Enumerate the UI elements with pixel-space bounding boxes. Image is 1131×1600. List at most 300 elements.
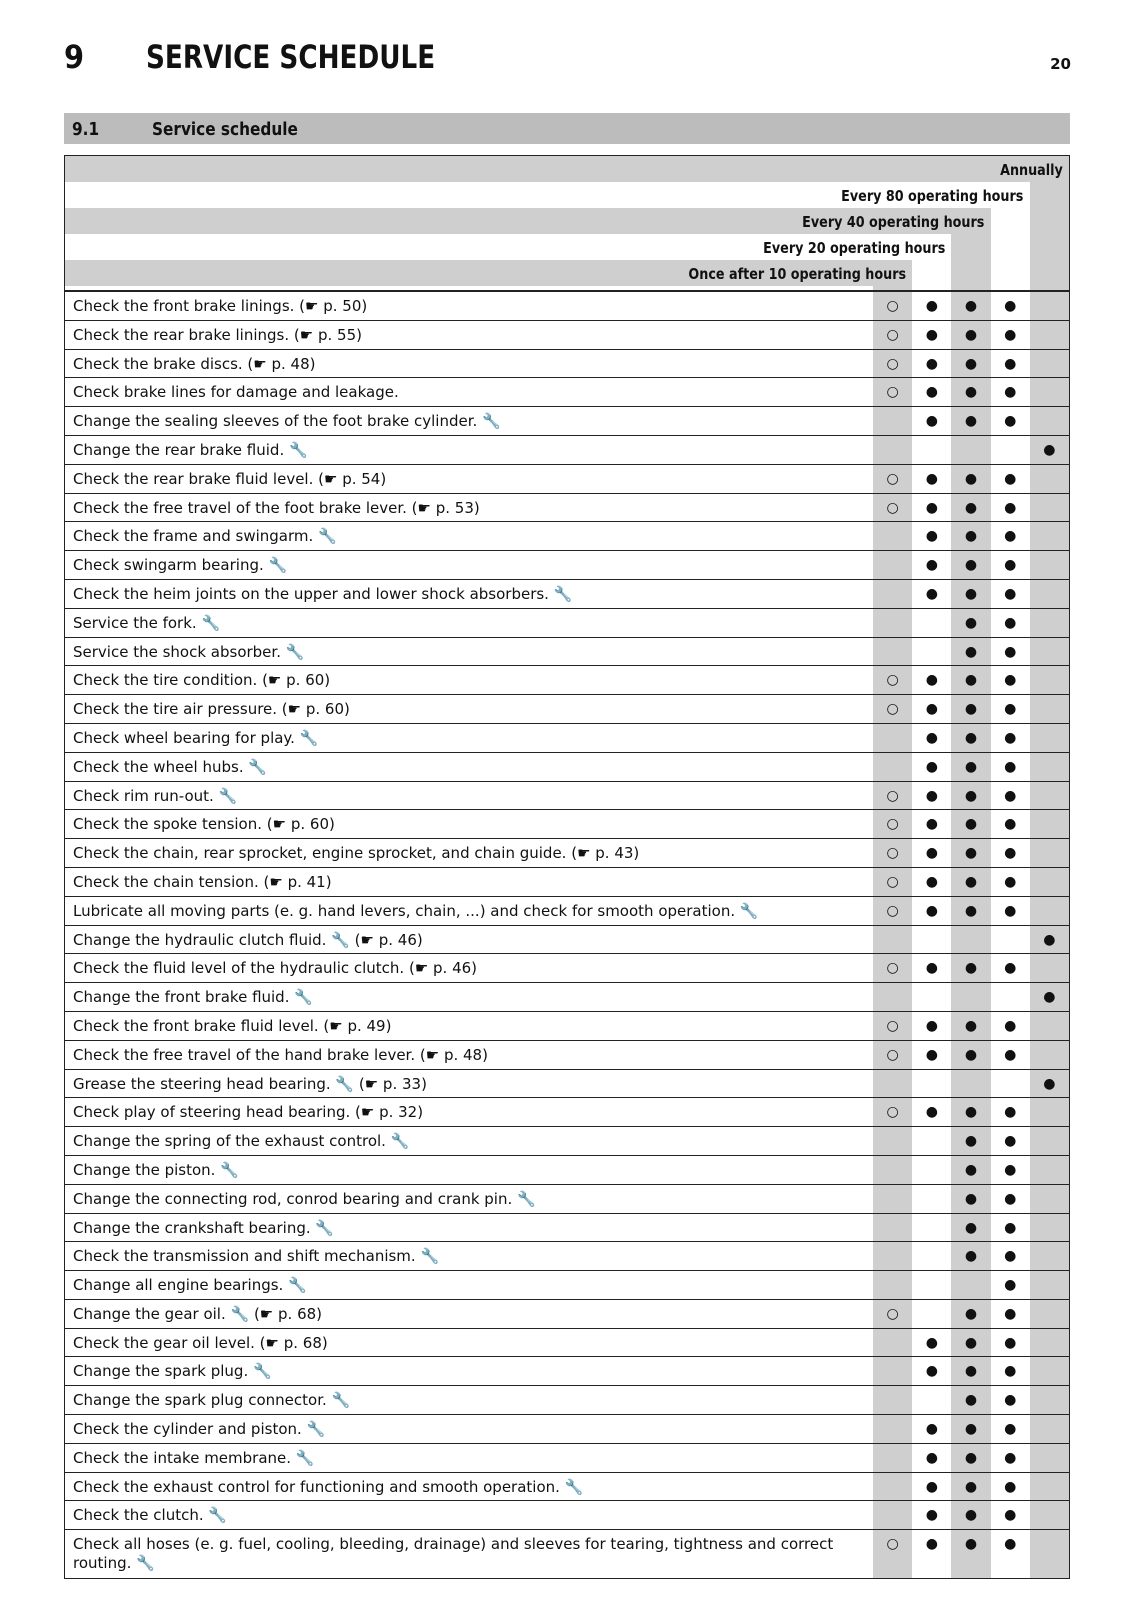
interval-column-shade [1030,897,1069,925]
table-row [65,666,1069,695]
interval-marker: ● [1004,1017,1017,1034]
table-row [65,1530,1069,1578]
table-row [65,782,1069,811]
interval-label: Once after 10 operating hours [688,265,907,283]
interval-marker: ● [964,1219,978,1236]
interval-marker: ● [925,1017,938,1034]
interval-marker: ● [925,384,938,401]
chapter-title: SERVICE SCHEDULE [146,38,436,76]
interval-column-shade [1030,609,1069,637]
interval-marker: ● [925,326,938,343]
table-row [65,926,1069,955]
task-text: Grease the steering head bearing. 🔧 (☛ p. 33) [73,1074,427,1093]
interval-marker: ● [964,326,978,343]
interval-marker: ● [925,1536,938,1553]
interval-marker: ● [1004,413,1017,430]
interval-column-shade [1030,954,1069,982]
interval-column-shade [1030,753,1069,781]
interval-marker: ● [925,1449,938,1466]
interval-marker: ● [1004,1449,1017,1466]
interval-marker: ● [1004,902,1017,919]
interval-marker: ● [964,758,978,775]
table-row [65,1444,1069,1473]
interval-marker: ● [925,787,938,804]
interval-column-shade [873,1214,912,1242]
interval-marker: ● [1004,585,1017,602]
interval-marker: ● [964,1478,978,1495]
once-marker: ○ [886,355,899,372]
interval-column-shade [951,436,990,464]
interval-marker: ● [1004,729,1017,746]
interval-column-shade [873,286,912,290]
interval-marker: ● [964,1449,978,1466]
interval-marker: ● [964,1104,978,1121]
interval-column-shade [873,1271,912,1299]
table-row [65,954,1069,983]
interval-column-shade [1030,1271,1069,1299]
interval-marker: ● [1004,528,1017,545]
interval-marker: ● [925,701,938,718]
table-row [65,753,1069,782]
task-text: Check the spoke tension. (☛ p. 60) [73,815,335,834]
page-number: 20 [1050,55,1071,73]
interval-marker: ● [1004,384,1017,401]
task-text: Check the rear brake linings. (☛ p. 55) [73,325,362,344]
interval-marker: ● [1004,499,1017,516]
once-marker: ○ [886,672,899,689]
interval-column-shade [951,926,990,954]
table-row [65,638,1069,667]
section-number: 9.1 [72,119,100,140]
table-row [65,407,1069,436]
interval-marker: ● [925,499,938,516]
interval-column-shade [873,580,912,608]
section-header [64,113,1070,144]
task-text: Check the tire condition. (☛ p. 60) [73,671,331,690]
interval-column-shade [873,1070,912,1098]
interval-marker: ● [1004,614,1017,631]
interval-marker: ● [964,585,978,602]
table-row [65,1070,1069,1099]
task-text: Check the heim joints on the upper and lower shock absorbers. 🔧 [73,584,573,603]
task-text: Check the free travel of the foot brake lever. (☛ p. 53) [73,498,480,517]
schedule-rows [65,292,1069,1578]
interval-column-shade [873,1444,912,1472]
task-text: Change the spring of the exhaust control. 🔧 [73,1132,410,1151]
interval-marker: ● [1004,758,1017,775]
chapter-number: 9 [64,38,85,76]
interval-column-shade [1030,182,1069,290]
interval-column-shade [1030,1127,1069,1155]
table-row [65,609,1069,638]
interval-column-shade [1030,1415,1069,1443]
interval-band [65,156,1069,182]
once-marker: ○ [886,499,899,516]
interval-marker: ● [1004,326,1017,343]
interval-marker: ● [964,499,978,516]
interval-marker: ● [1004,816,1017,833]
table-row [65,1386,1069,1415]
once-marker: ○ [886,470,899,487]
task-text: Check the clutch. 🔧 [73,1506,228,1525]
interval-marker: ● [1004,787,1017,804]
interval-marker: ● [964,1190,978,1207]
interval-column-shade [1030,868,1069,896]
interval-column-shade [1030,292,1069,320]
interval-column-shade [873,1127,912,1155]
interval-marker: ● [1004,1478,1017,1495]
interval-marker: ● [964,1161,978,1178]
task-text: Change the connecting rod, conrod bearing and crank pin. 🔧 [73,1189,536,1208]
interval-column-shade [873,1415,912,1443]
interval-marker: ● [1004,1507,1017,1524]
interval-marker: ● [1043,989,1056,1006]
table-row [65,1415,1069,1444]
table-row [65,839,1069,868]
interval-marker: ● [964,1017,978,1034]
interval-marker: ● [964,845,978,862]
table-row [65,983,1069,1012]
once-marker: ○ [886,960,899,977]
interval-column-shade [1030,580,1069,608]
table-row [65,1012,1069,1041]
interval-marker: ● [964,816,978,833]
interval-marker: ● [964,614,978,631]
interval-marker: ● [925,470,938,487]
table-row [65,1271,1069,1300]
interval-marker: ● [925,1046,938,1063]
interval-marker: ● [964,1507,978,1524]
task-text: Check brake lines for damage and leakage. [73,383,399,402]
table-row [65,494,1069,523]
once-marker: ○ [886,1305,899,1322]
interval-marker: ● [1004,873,1017,890]
interval-marker: ● [1043,441,1056,458]
interval-marker: ● [964,470,978,487]
table-row [65,1041,1069,1070]
interval-column-shade [1030,839,1069,867]
table-row [65,1156,1069,1185]
task-text: Change the crankshaft bearing. 🔧 [73,1218,335,1237]
interval-marker: ● [1043,1075,1056,1092]
once-marker: ○ [886,1017,899,1034]
interval-column-shade [873,1329,912,1357]
interval-column-shade [951,234,990,290]
table-row [65,378,1069,407]
interval-marker: ● [1004,701,1017,718]
interval-marker: ● [925,902,938,919]
interval-column-shade [1030,810,1069,838]
interval-marker: ● [964,355,978,372]
once-marker: ○ [886,845,899,862]
interval-marker: ● [1004,1190,1017,1207]
interval-marker: ● [1004,1104,1017,1121]
table-row [65,1185,1069,1214]
interval-column-shade [1030,1214,1069,1242]
interval-header [65,156,1069,292]
interval-marker: ● [925,585,938,602]
interval-marker: ● [925,1334,938,1351]
interval-marker: ● [964,960,978,977]
interval-marker: ● [925,873,938,890]
interval-column-shade [1030,1041,1069,1069]
interval-column-shade [873,522,912,550]
interval-marker: ● [964,902,978,919]
interval-marker: ● [925,355,938,372]
task-text: Check swingarm bearing. 🔧 [73,556,288,575]
interval-column-shade [1030,1300,1069,1328]
interval-marker: ● [925,816,938,833]
interval-column-shade [1030,350,1069,378]
interval-marker: ● [964,1536,978,1553]
table-row [65,1329,1069,1358]
interval-marker: ● [964,1421,978,1438]
interval-marker: ● [1004,1305,1017,1322]
interval-column-shade [873,551,912,579]
once-marker: ○ [886,701,899,718]
interval-column-shade [1030,1444,1069,1472]
task-text: Check wheel bearing for play. 🔧 [73,728,319,747]
interval-column-shade [1030,1501,1069,1529]
interval-column-shade [1030,321,1069,349]
interval-column-shade [1030,1156,1069,1184]
interval-marker: ● [964,528,978,545]
interval-column-shade [873,1386,912,1414]
interval-marker: ● [964,1133,978,1150]
table-row [65,1501,1069,1530]
table-row [65,321,1069,350]
task-text: Check all hoses (e. g. fuel, cooling, bleeding, drainage) and sleeves for tearing, tightness and correct routing. 🔧 [73,1535,834,1573]
interval-label: Every 20 operating hours [763,239,946,257]
interval-marker: ● [1004,1536,1017,1553]
task-text: Service the shock absorber. 🔧 [73,642,305,661]
interval-label: Every 40 operating hours [802,213,985,231]
interval-marker: ● [925,1478,938,1495]
interval-marker: ● [964,1046,978,1063]
table-row [65,695,1069,724]
interval-marker: ● [925,1507,938,1524]
interval-marker: ● [1004,1421,1017,1438]
table-row [65,1473,1069,1502]
once-marker: ○ [886,816,899,833]
task-text: Check the exhaust control for functioning and smooth operation. 🔧 [73,1477,584,1496]
interval-marker: ● [964,557,978,574]
table-row [65,292,1069,321]
interval-column-shade [1030,666,1069,694]
interval-column-shade [873,436,912,464]
task-text: Lubricate all moving parts (e. g. hand levers, chain, ...) and check for smooth operation. 🔧 [73,901,759,920]
interval-marker: ● [1004,643,1017,660]
task-text: Service the fork. 🔧 [73,613,221,632]
task-text: Check the free travel of the hand brake lever. (☛ p. 48) [73,1045,488,1064]
task-text: Check play of steering head bearing. (☛ p. 32) [73,1103,424,1122]
interval-column-shade [873,724,912,752]
interval-marker: ● [925,1104,938,1121]
interval-label: Every 80 operating hours [841,187,1024,205]
once-marker: ○ [886,787,899,804]
interval-column-shade [1030,1098,1069,1126]
interval-marker: ● [1004,298,1017,314]
interval-column-shade [1030,1357,1069,1385]
interval-column-shade [873,1473,912,1501]
interval-column-shade [1030,1242,1069,1270]
interval-marker: ● [964,1392,978,1409]
interval-marker: ● [1004,1046,1017,1063]
interval-marker: ● [1004,1161,1017,1178]
interval-column-shade [951,1271,990,1299]
interval-marker: ● [964,1305,978,1322]
task-text: Check the wheel hubs. 🔧 [73,757,268,776]
interval-column-shade [1030,407,1069,435]
interval-marker: ● [925,672,938,689]
interval-column-shade [1030,1185,1069,1213]
interval-marker: ● [964,1363,978,1380]
table-row [65,465,1069,494]
task-text: Change the spark plug connector. 🔧 [73,1391,351,1410]
interval-column-shade [1030,378,1069,406]
table-row [65,350,1069,379]
table-row [65,1357,1069,1386]
task-text: Change the front brake fluid. 🔧 [73,988,313,1007]
interval-column-shade [1030,494,1069,522]
interval-marker: ● [925,557,938,574]
interval-column-shade [951,1070,990,1098]
interval-marker: ● [925,528,938,545]
once-marker: ○ [886,298,899,314]
task-text: Check the tire air pressure. (☛ p. 60) [73,700,350,719]
interval-marker: ● [1004,1334,1017,1351]
task-text: Check the gear oil level. (☛ p. 68) [73,1333,328,1352]
interval-column-shade [873,1156,912,1184]
table-row [65,580,1069,609]
interval-marker: ● [964,643,978,660]
interval-column-shade [1030,522,1069,550]
table-row [65,1098,1069,1127]
task-text: Change the spark plug. 🔧 [73,1362,272,1381]
once-marker: ○ [886,902,899,919]
interval-column-shade [873,753,912,781]
interval-marker: ● [1004,557,1017,574]
task-text: Check the chain, rear sprocket, engine sprocket, and chain guide. (☛ p. 43) [73,844,640,863]
interval-marker: ● [1004,845,1017,862]
interval-marker: ● [1004,470,1017,487]
interval-column-shade [873,1242,912,1270]
interval-marker: ● [964,1334,978,1351]
interval-marker: ● [925,298,938,314]
interval-marker: ● [1004,1248,1017,1265]
interval-column-shade [1030,1329,1069,1357]
section-title: Service schedule [152,119,298,140]
interval-marker: ● [964,413,978,430]
task-text: Check the fluid level of the hydraulic clutch. (☛ p. 46) [73,959,478,978]
interval-column-shade [1030,1386,1069,1414]
interval-column-shade [1030,695,1069,723]
task-text: Change the rear brake fluid. 🔧 [73,440,308,459]
interval-column-shade [873,609,912,637]
interval-marker: ● [964,384,978,401]
task-text: Check the front brake fluid level. (☛ p. 49) [73,1016,392,1035]
task-text: Check the cylinder and piston. 🔧 [73,1420,326,1439]
task-text: Check the intake membrane. 🔧 [73,1448,315,1467]
table-row [65,868,1069,897]
interval-marker: ● [925,413,938,430]
interval-column-shade [1030,1012,1069,1040]
interval-marker: ● [925,729,938,746]
interval-column-shade [873,638,912,666]
task-text: Check the front brake linings. (☛ p. 50) [73,297,368,315]
interval-marker: ● [1004,1277,1017,1294]
interval-column-shade [951,983,990,1011]
interval-marker: ● [1043,931,1056,948]
service-schedule-table [64,155,1070,1579]
table-row [65,1242,1069,1271]
interval-marker: ● [1004,1133,1017,1150]
task-text: Check the chain tension. (☛ p. 41) [73,872,332,891]
interval-marker: ● [964,672,978,689]
once-marker: ○ [886,384,899,401]
interval-marker: ● [964,298,978,314]
interval-marker: ● [925,1363,938,1380]
interval-marker: ● [964,701,978,718]
table-row [65,522,1069,551]
task-text: Check the frame and swingarm. 🔧 [73,527,337,546]
table-row [65,897,1069,926]
task-text: Check rim run-out. 🔧 [73,786,238,805]
interval-column-shade [873,1501,912,1529]
once-marker: ○ [886,1104,899,1121]
once-marker: ○ [886,1536,899,1553]
table-row [65,1127,1069,1156]
interval-column-shade [1030,1530,1069,1578]
interval-column-shade [873,1185,912,1213]
interval-column-shade [873,1357,912,1385]
interval-marker: ● [964,729,978,746]
interval-column-shade [1030,1473,1069,1501]
once-marker: ○ [886,873,899,890]
table-row [65,436,1069,465]
interval-column-shade [1030,465,1069,493]
interval-marker: ● [925,845,938,862]
interval-marker: ● [964,1248,978,1265]
interval-marker: ● [925,758,938,775]
interval-column-shade [1030,551,1069,579]
interval-column-shade [1030,638,1069,666]
task-text: Change the piston. 🔧 [73,1160,239,1179]
task-text: Check the brake discs. (☛ p. 48) [73,354,316,373]
interval-column-shade [1030,724,1069,752]
interval-marker: ● [964,873,978,890]
interval-column-shade [1030,782,1069,810]
interval-marker: ● [1004,1392,1017,1409]
task-text: Change all engine bearings. 🔧 [73,1276,307,1295]
table-row [65,724,1069,753]
table-row [65,810,1069,839]
table-row [65,1214,1069,1243]
table-row [65,551,1069,580]
once-marker: ○ [886,1046,899,1063]
interval-column-shade [873,983,912,1011]
interval-marker: ● [925,1421,938,1438]
task-text: Change the hydraulic clutch fluid. 🔧 (☛ p. 46) [73,930,423,949]
task-text: Change the sealing sleeves of the foot brake cylinder. 🔧 [73,412,501,431]
interval-marker: ● [925,960,938,977]
table-row [65,1300,1069,1329]
interval-column-shade [873,926,912,954]
interval-marker: ● [1004,1219,1017,1236]
task-text: Change the gear oil. 🔧 (☛ p. 68) [73,1304,323,1323]
interval-marker: ● [1004,960,1017,977]
interval-marker: ● [1004,672,1017,689]
